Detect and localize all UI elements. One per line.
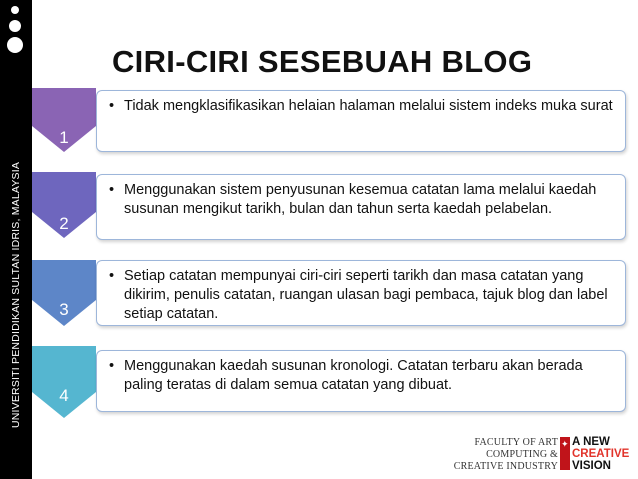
item-text-1: Tidak mengklasifikasikan helaian halaman melalui sistem indeks muka surat xyxy=(124,98,613,114)
bullet-icon: • xyxy=(109,268,115,284)
logo-line-3: VISION xyxy=(572,460,611,472)
faculty-line-3: CREATIVE INDUSTRY xyxy=(453,461,558,472)
step-number-2: 2 xyxy=(59,214,69,233)
step-number-1: 1 xyxy=(59,128,69,147)
faculty-line-1: FACULTY OF ART xyxy=(474,437,558,448)
item-box-2 xyxy=(96,174,626,240)
slide-title: CIRI-CIRI SESEBUAH BLOG xyxy=(112,44,533,79)
chevron-4 xyxy=(32,346,96,418)
bullet-icon: • xyxy=(109,358,115,374)
logo-glyph-icon: ✦ xyxy=(561,440,569,450)
item-text-4: Menggunakan kaedah susunan kronologi. Catatan terbaru akan berada paling teratas di dalam semua catatan yang dibuat. xyxy=(124,358,583,393)
logo-line-1: A NEW xyxy=(572,436,610,448)
step-number-4: 4 xyxy=(59,386,69,405)
bullet-icon: • xyxy=(109,182,115,198)
item-box-1 xyxy=(96,90,626,152)
faculty-name xyxy=(448,437,558,473)
item-text-2: Menggunakan sistem penyusunan kesemua catatan lama melalui kaedah susunan mengikut tarikh, bulan dan tahun serta kaedah pelabelan. xyxy=(124,182,597,217)
item-text-3: Setiap catatan mempunyai ciri-ciri seperti tarikh dan masa catatan yang dikirim, penulis catatan, ruangan ulasan bagi pembaca, tajuk blog dan label setiap catatan. xyxy=(124,268,608,322)
faculty-line-2: COMPUTING & xyxy=(486,449,558,460)
university-name-vertical: UNIVERSITI PENDIDIKAN SULTAN IDRIS, MALAYSIA xyxy=(10,161,22,429)
item-box-4 xyxy=(96,350,626,412)
logo xyxy=(572,436,629,472)
bullet-icon: • xyxy=(109,98,115,114)
item-box-3 xyxy=(96,260,626,326)
logo-line-2: CREATIVE xyxy=(572,448,630,460)
step-number-3: 3 xyxy=(59,300,69,319)
